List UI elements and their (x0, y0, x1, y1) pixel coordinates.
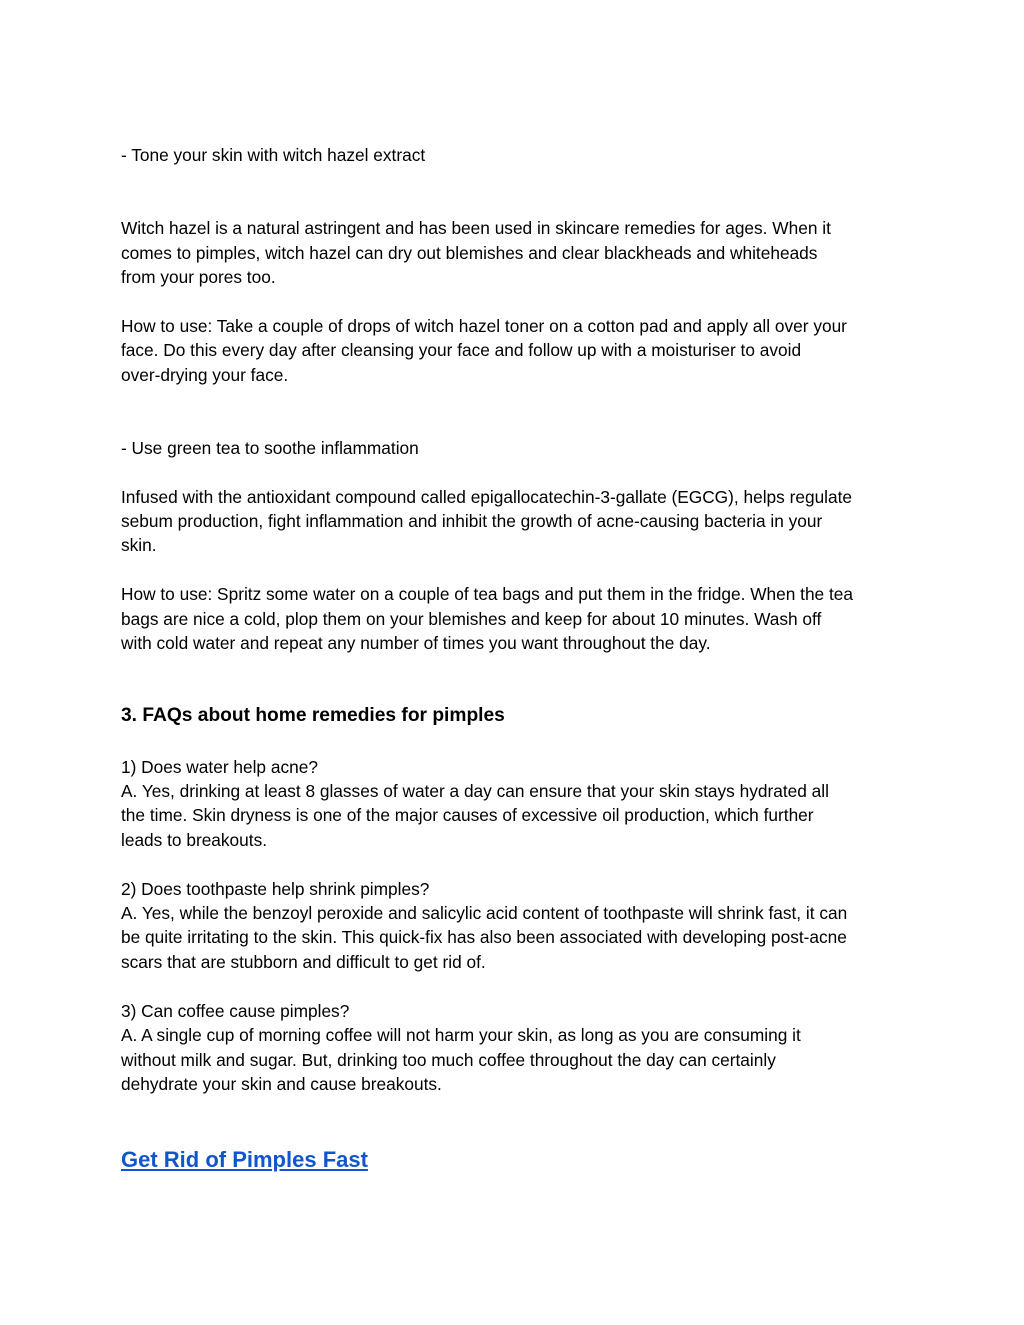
faq-item-3 (121, 999, 911, 1097)
witch-hazel-howto (121, 314, 911, 387)
faq-item-1 (121, 755, 911, 853)
faq-question: 2) Does toothpaste help shrink pimples? (121, 878, 430, 899)
faq-item-2 (121, 877, 911, 975)
spacer (121, 460, 911, 484)
faq-answer-line: the time. Skin dryness is one of the major causes of excessive oil production, which further (121, 805, 814, 826)
faq-answer-line: A. Yes, drinking at least 8 glasses of water a day can ensure that your skin stays hydrated all (121, 781, 829, 802)
paragraph-line: bags are nice a cold, plop them on your blemishes and keep for about 10 minutes. Wash off (121, 608, 822, 629)
faq-answer-line: scars that are stubborn and difficult to get rid of. (121, 951, 486, 972)
faq-answer-line: be quite irritating to the skin. This quick-fix has also been associated with developing post-acne (121, 927, 847, 948)
witch-hazel-paragraph (121, 216, 911, 289)
paragraph-line: Infused with the antioxidant compound called epigallocatechin-3-gallate (EGCG), helps regulate (121, 486, 853, 507)
paragraph-line: How to use: Take a couple of drops of witch hazel toner on a cotton pad and apply all over your (121, 315, 847, 336)
paragraph-line: sebum production, fight inflammation and inhibit the growth of acne-causing bacteria in your (121, 511, 823, 532)
witch-hazel-heading: - Tone your skin with witch hazel extract (121, 145, 426, 165)
paragraph-line: face. Do this every day after cleansing your face and follow up with a moisturiser to avoid (121, 340, 802, 361)
paragraph-line: over-drying your face. (121, 364, 289, 385)
paragraph-line: comes to pimples, witch hazel can dry out blemishes and clear blackheads and whiteheads (121, 242, 818, 263)
spacer (121, 289, 911, 313)
green-tea-howto (121, 582, 911, 655)
faq-section-heading: 3. FAQs about home remedies for pimples (121, 705, 505, 727)
paragraph-line: skin. (121, 535, 157, 556)
spacer (121, 387, 911, 436)
spacer (121, 1096, 911, 1146)
paragraph-line: from your pores too. (121, 267, 276, 288)
faq-answer-line: A. Yes, while the benzoyl peroxide and salicylic acid content of toothpaste will shrink fast, it can (121, 903, 848, 924)
paragraph-line: Witch hazel is a natural astringent and has been used in skincare remedies for ages. When it (121, 218, 831, 239)
green-tea-paragraph (121, 485, 911, 558)
paragraph-line: How to use: Spritz some water on a couple of tea bags and put them in the fridge. When the tea (121, 584, 853, 605)
spacer (121, 729, 911, 755)
spacer (121, 558, 911, 582)
get-rid-of-pimples-link[interactable]: Get Rid of Pimples Fast (121, 1147, 368, 1173)
spacer (121, 974, 911, 998)
green-tea-heading: - Use green tea to soothe inflammation (121, 437, 419, 458)
faq-answer-line: A. A single cup of morning coffee will not harm your skin, as long as you are consuming it (121, 1025, 801, 1046)
paragraph-line: with cold water and repeat any number of times you want throughout the day. (121, 633, 711, 654)
faq-answer-line: leads to breakouts. (121, 829, 268, 850)
faq-answer-line: without milk and sugar. But, drinking too much coffee throughout the day can certainly (121, 1049, 776, 1070)
faq-answer-line: dehydrate your skin and cause breakouts. (121, 1073, 442, 1094)
document-page (121, 143, 911, 1174)
spacer (121, 655, 911, 704)
faq-question: 1) Does water help acne? (121, 756, 318, 777)
spacer (121, 167, 911, 216)
faq-question: 3) Can coffee cause pimples? (121, 1000, 350, 1021)
spacer (121, 852, 911, 876)
